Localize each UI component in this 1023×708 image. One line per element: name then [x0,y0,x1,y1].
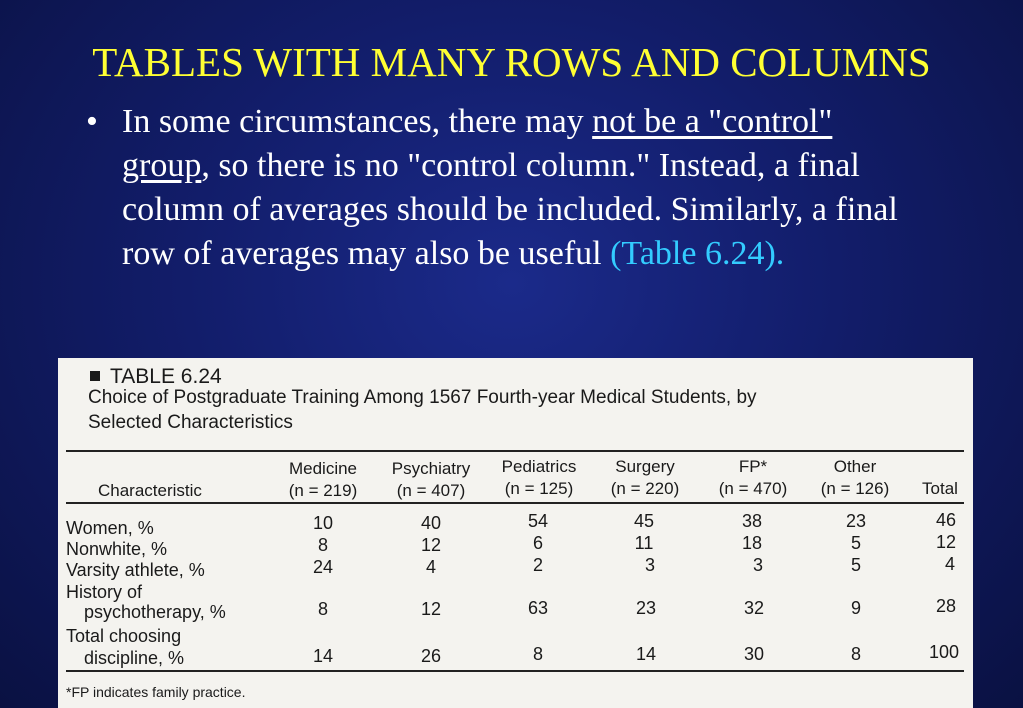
column-header-psychiatry [386,458,476,502]
table-cell: 12 [420,535,442,555]
table-header-rule [66,502,964,504]
column-n: (n = 220) [610,479,680,498]
table-cell: 100 [928,642,960,662]
table-cell: 18 [741,533,763,553]
table-cell: 2 [532,555,543,575]
bullet-underlined-text: not be a "control" group [122,103,833,184]
column-header-medicine [278,458,368,502]
table-cell: 3 [644,555,655,575]
bullet-text-part1: In some circumstances, there may [122,103,593,140]
table-cell: 23 [635,598,657,618]
column-n: (n = 219) [288,481,358,500]
table-cell: 45 [633,511,655,531]
column-name: Surgery [615,457,675,476]
table-cell: 14 [312,646,334,666]
table-cell: 63 [527,598,549,618]
table-cell: 12 [420,599,442,619]
table-cell: 6 [532,533,543,553]
table-cell: 4 [425,557,436,577]
row-label: Total choosing [66,626,182,646]
table-cell: 3 [752,555,763,575]
table-cell: 8 [532,644,543,664]
table-cell: 9 [850,598,861,618]
table-cell: 26 [420,646,442,666]
table-cell: 14 [635,644,657,664]
table-cell: 32 [743,598,765,618]
table-image [58,358,973,708]
row-label: Varsity athlete, % [66,560,205,580]
table-footnote: *FP indicates family practice. [66,684,246,700]
table-cell: 5 [850,555,861,575]
column-header-other [810,456,900,500]
column-name: Psychiatry [391,459,471,478]
column-header-total [910,478,970,500]
column-name: Pediatrics [501,457,577,476]
column-n: (n = 125) [504,479,574,498]
square-bullet-icon [90,371,100,381]
table-cell: 54 [527,511,549,531]
table-reference: (Table 6.24). [610,235,785,272]
bullet-marker: • [86,103,98,140]
table-bottom-rule [66,670,964,672]
table-cell: 38 [741,511,763,531]
table-label [90,365,222,389]
column-n: (n = 470) [718,479,788,498]
table-cell: 24 [312,557,334,577]
table-cell: 46 [935,510,957,530]
row-label-cont: psychotherapy, % [84,602,226,622]
table-cell: 23 [845,511,867,531]
table-top-rule [66,450,964,452]
row-label: Women, % [66,518,154,538]
table-cell: 12 [935,532,957,552]
slide-title: TABLES WITH MANY ROWS AND COLUMNS [92,39,931,85]
row-header: Characteristic [98,481,202,500]
table-caption-line2: Selected Characteristics [88,412,293,433]
bullet-text-part2: , so there is no "control column." Instead, a final column of averages should be included. Similarly, a final row of averages may also be useful [122,147,898,272]
table-cell: 30 [743,644,765,664]
row-label: Nonwhite, % [66,539,168,559]
table-cell: 8 [317,535,328,555]
table-cell: 8 [317,599,328,619]
column-n: (n = 126) [820,479,890,498]
column-header-surgery [600,456,690,500]
row-label: History of [66,582,143,602]
table-cell: 10 [312,513,334,533]
table-label-text: TABLE 6.24 [110,365,222,388]
column-name: FP* [738,457,768,476]
table-cell: 40 [420,513,442,533]
table-cell: 8 [850,644,861,664]
table-cell: 5 [850,533,861,553]
column-name: Total [922,479,958,498]
column-header-fp [708,456,798,500]
table-cell: 11 [634,533,654,553]
column-name: Medicine [288,459,358,478]
table-cell: 28 [935,596,957,616]
column-n: (n = 407) [396,481,466,500]
table-cell: 4 [944,554,955,574]
table-caption-line1: Choice of Postgraduate Training Among 1567 Fourth-year Medical Students, by [88,387,757,408]
bullet-text [122,100,922,276]
row-label-cont: discipline, % [84,648,185,668]
column-header-pediatrics [494,456,584,500]
column-name: Other [833,457,877,476]
